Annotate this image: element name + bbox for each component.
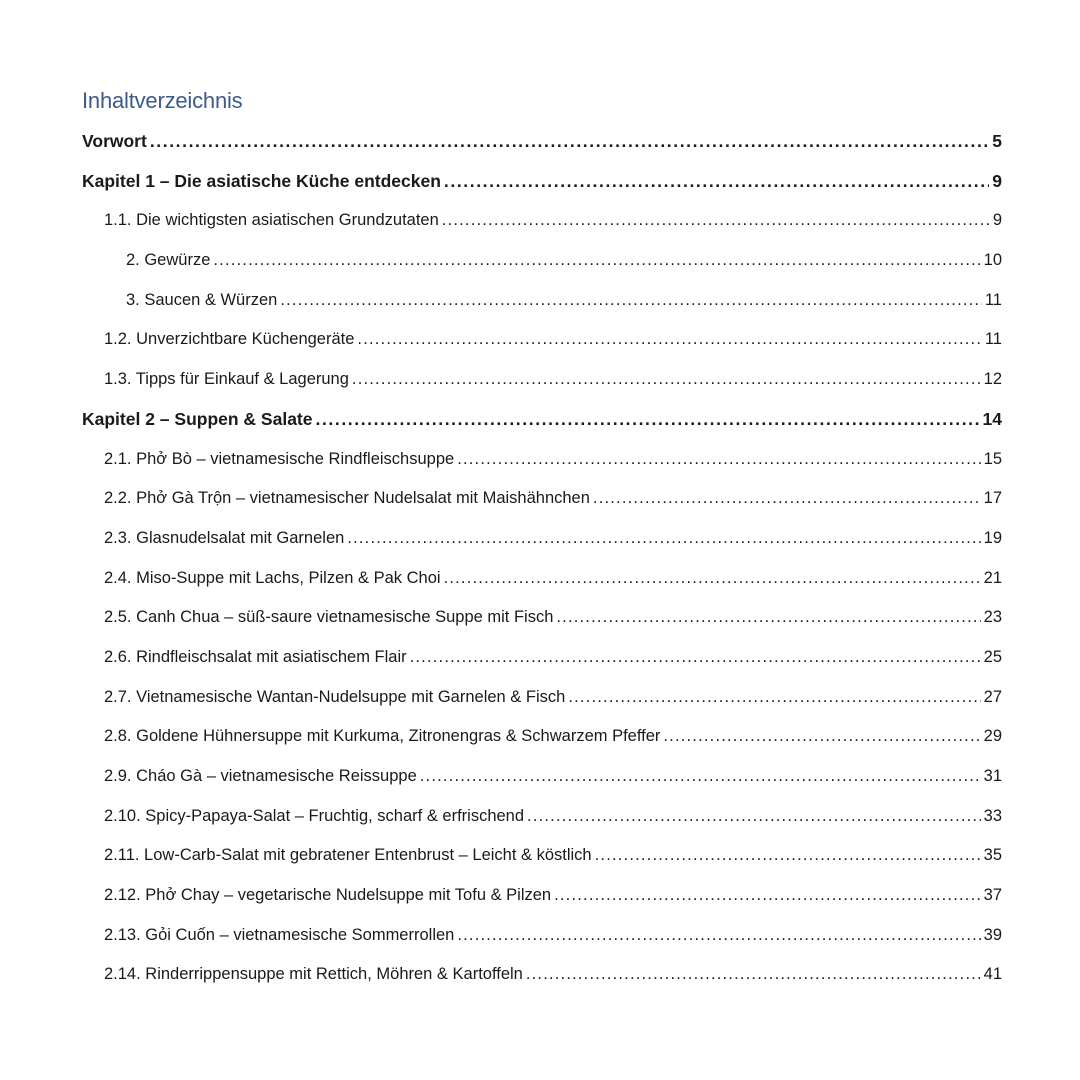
dot-leader [150,122,989,162]
dot-leader [280,281,982,321]
toc-entry-section[interactable] [82,598,1002,638]
toc-entry-section[interactable] [82,201,1002,241]
toc-entry-title: 2.10. Spicy-Papaya-Salat – Fruchtig, scharf & erfrischend [104,806,525,825]
toc-entry-section[interactable] [82,955,1002,995]
toc-entry-title: 2.13. Gỏi Cuốn – vietnamesische Sommerrollen [104,925,455,944]
toc-entry-title: 2.4. Miso-Suppe mit Lachs, Pilzen & Pak Choi [104,568,441,587]
toc-page-number: 9 [992,170,1002,191]
dot-leader [357,320,981,360]
toc-entry-section[interactable] [82,519,1002,559]
toc-page-number: 12 [983,370,1002,389]
toc-entry-title: 1.2. Unverzichtbare Küchengeräte [104,330,355,349]
toc-entry-title: 1.3. Tipps für Einkauf & Lagerung [104,370,349,389]
toc-page-number: 5 [992,131,1002,151]
toc-page-number: 15 [983,449,1002,468]
dot-leader [568,678,980,718]
toc-page-number: 31 [983,767,1002,785]
toc-entry-title: 2.12. Phở Chay – vegetarische Nudelsuppe mit Tofu & Pilzen [104,886,552,905]
toc-page-number: 11 [984,290,1002,309]
toc-entry-section[interactable] [82,678,1002,718]
toc-entry-section[interactable] [82,916,1002,956]
toc-entry-title: 2.2. Phở Gà Trộn – vietnamesischer Nudelsalat mit Maishähnchen [104,489,590,508]
dot-leader [663,717,980,757]
dot-leader [213,241,980,281]
toc-page-number: 29 [983,727,1002,746]
toc-page-number: 41 [983,965,1002,984]
toc-page-number: 10 [983,251,1002,270]
toc-entry-section[interactable] [82,757,1002,797]
toc-page-number: 17 [983,489,1002,508]
toc-page-number: 11 [984,330,1002,349]
toc-entry-section[interactable] [82,360,1002,400]
toc-page-number: 19 [983,528,1002,547]
toc-page-number: 23 [983,608,1002,627]
toc-entry-title: 3. Saucen & Würzen [126,290,278,309]
toc-page-number: 14 [982,408,1002,429]
dot-leader [410,638,981,678]
dot-leader [347,519,980,559]
toc-entry-title: 2.3. Glasnudelsalat mit Garnelen [104,528,345,547]
toc-entry-chapter[interactable] [82,162,1002,202]
dot-leader [593,479,981,519]
dot-leader [444,162,989,202]
dot-leader [457,440,980,480]
toc-page-number: 37 [983,886,1002,905]
toc-entry-section[interactable] [82,559,1002,599]
toc-entry-title: 1.1. Die wichtigsten asiatischen Grundzutaten [104,211,439,230]
toc-entry-title: 2.14. Rinderrippensuppe mit Rettich, Möhren & Kartoffeln [104,965,523,984]
dot-leader [444,559,981,599]
dot-leader [420,757,981,797]
toc-entry-section[interactable] [82,717,1002,757]
toc-entry-title: 2.7. Vietnamesische Wantan-Nudelsuppe mit Garnelen & Fisch [104,687,566,706]
toc-entry-title: Kapitel 2 – Suppen & Salate [82,408,313,429]
toc-heading: Inhaltverzeichnis [82,88,243,113]
dot-leader [554,876,981,916]
toc-page-number: 33 [983,806,1002,825]
toc-entry-title: 2.8. Goldene Hühnersuppe mit Kurkuma, Zitronengras & Schwarzem Pfeffer [104,727,661,746]
toc-page-number: 25 [983,647,1002,666]
dot-leader [595,836,981,876]
toc-entry-section[interactable] [82,440,1002,480]
toc-entry-title: Kapitel 1 – Die asiatische Küche entdecken [82,170,441,191]
toc-entry-section[interactable] [82,797,1002,837]
toc-page-number: 27 [983,687,1002,706]
toc-page-number: 35 [983,846,1002,865]
toc-list [82,122,1002,995]
table-of-contents-page [82,86,1002,995]
toc-page-number: 9 [992,211,1002,230]
toc-entry-title: 2.5. Canh Chua – süß-saure vietnamesische Suppe mit Fisch [104,608,554,627]
toc-entry-title: 2. Gewürze [126,251,211,270]
toc-entry-section[interactable] [82,241,1002,281]
toc-entry-section[interactable] [82,281,1002,321]
toc-entry-title: 2.6. Rindfleischsalat mit asiatischem Flair [104,647,407,666]
toc-entry-title: 2.1. Phở Bò – vietnamesische Rindfleischsuppe [104,449,455,468]
toc-entry-section[interactable] [82,876,1002,916]
dot-leader [442,201,990,241]
dot-leader [315,400,979,440]
toc-entry-chapter[interactable] [82,122,1002,162]
toc-entry-title: 2.11. Low-Carb-Salat mit gebratener Entenbrust – Leicht & köstlich [104,846,592,865]
toc-entry-section[interactable] [82,320,1002,360]
dot-leader [352,360,981,400]
toc-page-number: 39 [983,925,1002,944]
toc-entry-section[interactable] [82,836,1002,876]
toc-entry-section[interactable] [82,638,1002,678]
toc-entry-title: Vorwort [82,131,147,151]
toc-entry-section[interactable] [82,479,1002,519]
toc-page-number: 21 [983,568,1002,587]
toc-entry-title: 2.9. Cháo Gà – vietnamesische Reissuppe [104,767,417,785]
dot-leader [526,955,981,995]
dot-leader [527,797,981,837]
toc-entry-chapter[interactable] [82,400,1002,440]
dot-leader [556,598,980,638]
dot-leader [457,916,980,956]
